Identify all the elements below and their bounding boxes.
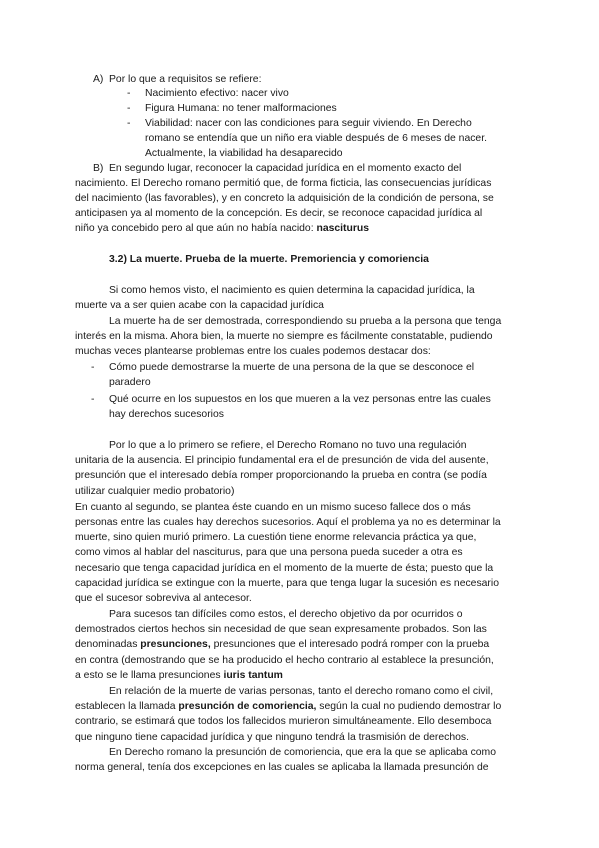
paragraph-line: norma general, tenía dos excepciones en las cuales se aplicaba la llamada presunción de xyxy=(75,762,489,773)
item-b-line xyxy=(75,222,369,235)
paragraph-line: Por lo que a lo primero se refiere, el Derecho Romano no tuvo una regulación xyxy=(109,440,467,451)
paragraph-line: en contra (demostrando que se ha producido el hecho contrario al establece la presunción, xyxy=(75,655,494,666)
bullet-dash: - xyxy=(127,103,131,114)
paragraph-line: capacidad jurídica se extingue con la muerte, para que tenga lugar la sucesión es necesario xyxy=(75,578,499,589)
paragraph-line: personas entre las cuales hay derechos sucesorios. Aquí el problema ya no es determinar la xyxy=(75,517,501,528)
paragraph-line: En cuanto al segundo, se plantea éste cuando en un mismo suceso fallece dos o más xyxy=(75,502,471,513)
text-run: presunciones que el interesado podrá romper con la prueba xyxy=(210,639,490,650)
paragraph-line xyxy=(75,669,283,682)
paragraph-line: La muerte ha de ser demostrada, correspondiendo su prueba a la persona que tenga xyxy=(109,316,502,327)
paragraph-line: como vimos al hablar del nasciturus, para que una persona pueda suceder a otra es xyxy=(75,547,463,558)
bullet-continuation: Actualmente, la viabilidad ha desaparecido xyxy=(145,148,343,159)
item-b-line: nacimiento. El Derecho romano permitió que, de forma ficticia, las consecuencias jurídicas xyxy=(75,178,492,189)
list-item-line: Cómo puede demostrarse la muerte de una persona de la que se desconoce el xyxy=(109,362,475,373)
item-b-line: anticipasen ya al momento de la concepción. Es decir, se reconoce capacidad jurídica al xyxy=(75,208,483,219)
paragraph-line: En relación de la muerte de varias personas, tanto el derecho romano como el civil, xyxy=(109,686,494,697)
list-dash: - xyxy=(91,394,95,405)
paragraph-line: Si como hemos visto, el nacimiento es quien determina la capacidad jurídica, la xyxy=(109,285,475,296)
item-b-label: B) xyxy=(93,163,104,174)
paragraph-line: contrario, se estimará que todos los fallecidos murieron simultáneamente. Ello desemboca xyxy=(75,716,492,727)
paragraph-line: Para sucesos tan difíciles como estos, el derecho objetivo da por ocurridos o xyxy=(109,609,463,620)
paragraph-line: unitaria de la ausencia. El principio fundamental era el de presunción de vida del ausente, xyxy=(75,455,489,466)
comoriencia-term: presunción de comoriencia, xyxy=(178,701,317,712)
item-a-label: A) xyxy=(93,74,104,85)
text-run: establecen la llamada xyxy=(75,701,179,712)
paragraph-line: muerte va a ser quien acabe con la capacidad jurídica xyxy=(75,300,324,311)
paragraph-line xyxy=(75,638,489,651)
iuris-tantum-term: iuris tantum xyxy=(223,670,283,681)
bullet-dash: - xyxy=(127,118,131,129)
paragraph-line: muchas veces plantearse problemas entre los cuales podemos destacar dos: xyxy=(75,346,431,357)
bullet-text: Viabilidad: nacer con las condiciones para seguir viviendo. En Derecho xyxy=(145,118,472,129)
nasciturus-term: nasciturus xyxy=(316,223,370,234)
list-dash: - xyxy=(91,362,95,373)
presunciones-term: presunciones, xyxy=(140,639,211,650)
list-item-line: paradero xyxy=(109,377,151,388)
item-b-line: del nacimiento (las favorables), y en concreto la adquisición de la condición de persona, se xyxy=(75,193,494,204)
section-heading: 3.2) La muerte. Prueba de la muerte. Premoriencia y comoriencia xyxy=(109,254,429,265)
item-a-text: Por lo que a requisitos se refiere: xyxy=(109,74,262,85)
paragraph-line: muerte, sino quien murió primero. La cuestión tiene enorme relevancia práctica ya que, xyxy=(75,532,477,543)
bullet-continuation: romano se entendía que un niño era viable después de 6 meses de nacer. xyxy=(145,133,487,144)
bullet-dash: - xyxy=(127,88,131,99)
text-run: denominadas xyxy=(75,639,141,650)
paragraph-line: En Derecho romano la presunción de comoriencia, que era la que se aplicaba como xyxy=(109,747,496,758)
item-b-line-text: niño ya concebido pero al que aún no había nacido: xyxy=(75,223,317,234)
bullet-text: Nacimiento efectivo: nacer vivo xyxy=(145,88,289,99)
paragraph-line xyxy=(75,700,501,713)
paragraph-line: necesario que tenga capacidad jurídica en el momento de la muerte de ésta; puesto que la xyxy=(75,563,494,574)
text-run: a esto se le llama presunciones xyxy=(75,670,224,681)
paragraph-line: demostrados ciertos hechos sin necesidad de que sean expresamente probados. Son las xyxy=(75,624,487,635)
text-run: según la cual no pudiendo demostrar lo xyxy=(316,701,502,712)
list-item-line: Qué ocurre en los supuestos en los que mueren a la vez personas entre las cuales xyxy=(109,394,491,405)
paragraph-line: interés en la misma. Ahora bien, la muerte no siempre es fácilmente constatable, pudiendo xyxy=(75,331,493,342)
item-b-line: En segundo lugar, reconocer la capacidad jurídica en el momento exacto del xyxy=(109,163,462,174)
paragraph-line: que ninguno tiene capacidad jurídica y que ninguno tendrá la trasmisión de derechos. xyxy=(75,732,469,743)
list-item-line: hay derechos sucesorios xyxy=(109,409,224,420)
paragraph-line: presunción que el interesado debía romper proporcionando la prueba en contra (se podía xyxy=(75,470,487,481)
bullet-text: Figura Humana: no tener malformaciones xyxy=(145,103,337,114)
paragraph-line: que el sucesor sobreviva al antecesor. xyxy=(75,593,252,604)
paragraph-line: utilizar cualquier medio probatorio) xyxy=(75,486,235,497)
